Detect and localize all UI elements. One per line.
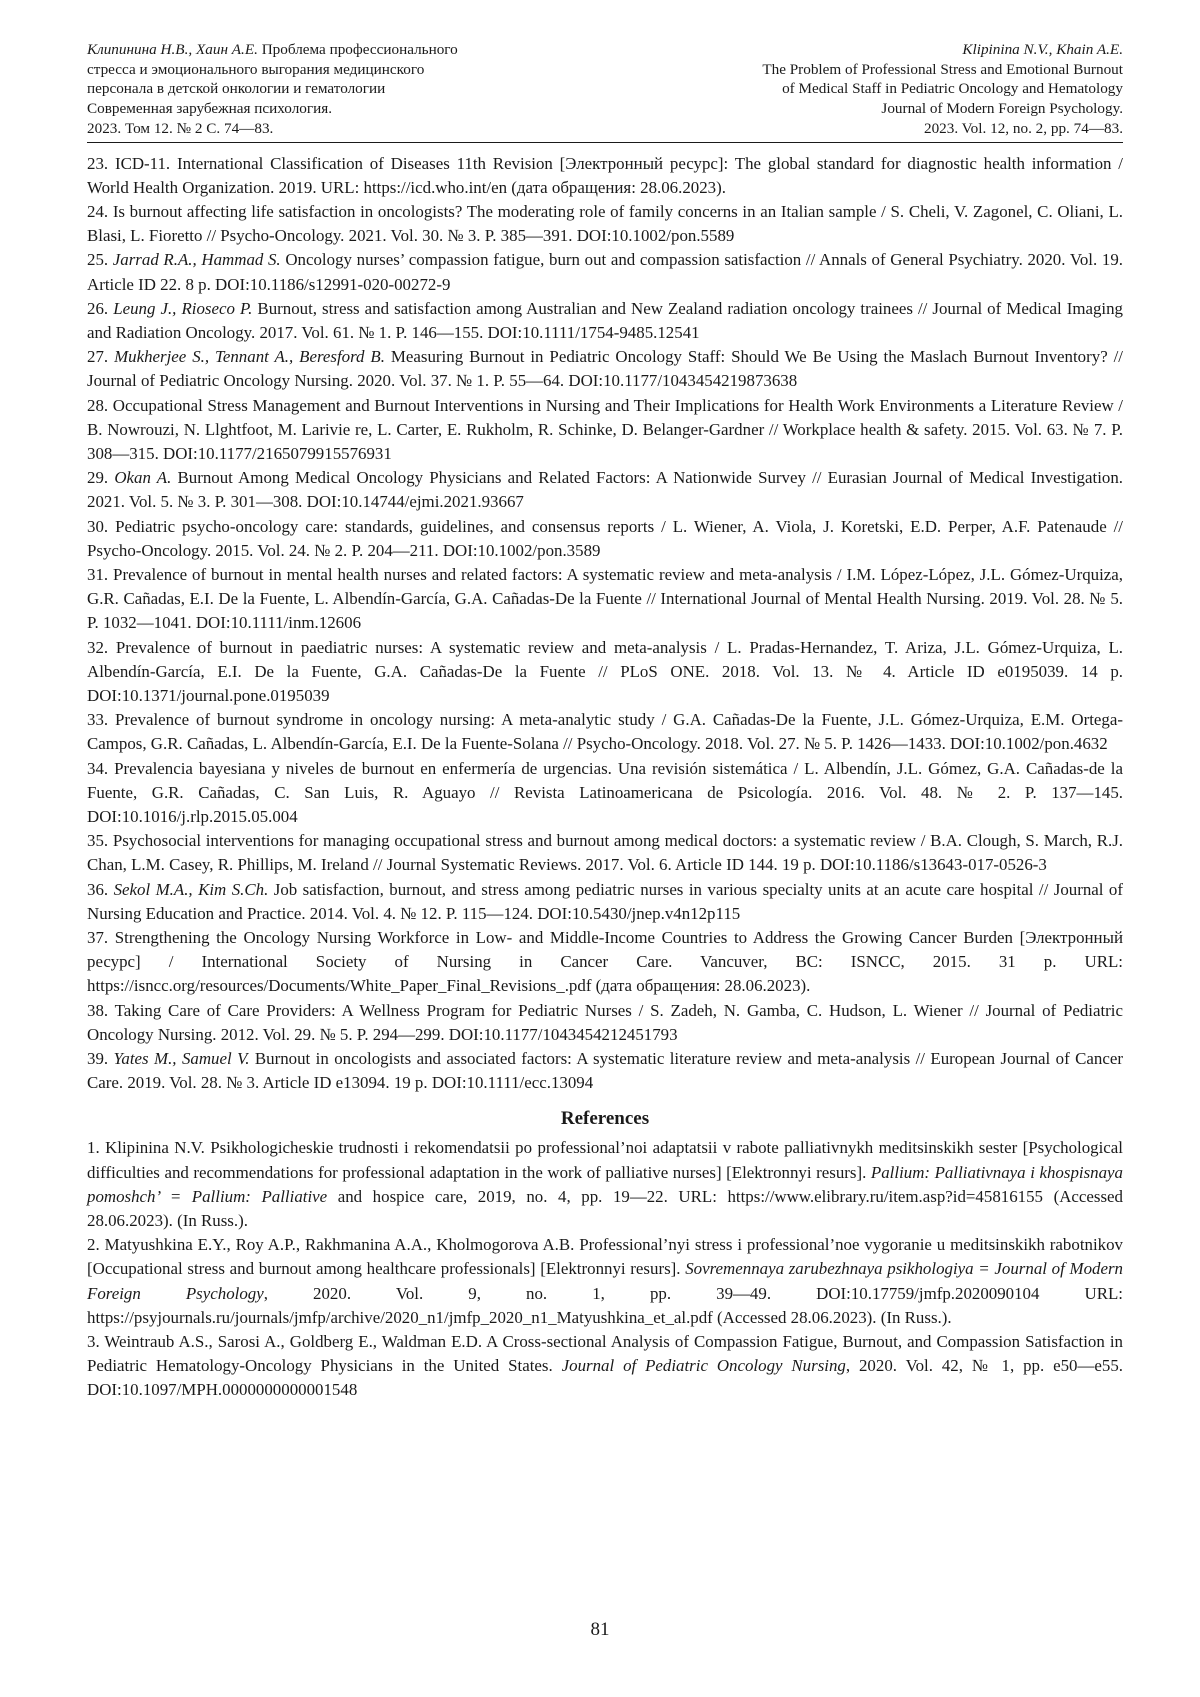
reference-text: Measuring Burnout in Pediatric Oncology Staff: Should We Be Using the Maslach Burnout Inventory? // Journal of Pediatric Oncology Nursing. 2020. Vol. 37. № 1. P. 55—64. DOI:10.1177/1043454219873638 [87, 347, 1123, 391]
reference-text: , 2020. Vol. 9, no. 1, pp. 39—49. DOI:10.17759/jmfp.2020090104 URL: https://psyjournals.ru/journals/jmfp/archive/2020_n1/jmfp_2020_n1_Matyushkina_et_al.pdf (Accessed 28.06.2023). (In Russ.). [87, 1283, 1123, 1327]
reference-number: 31. [87, 564, 109, 584]
reference-text: Prevalence of burnout in mental health nurses and related factors: A systematic review and meta-analysis / I.M. López-López, J.L. Gómez-Urquiza, G.R. Cañadas, E.I. De la Fuente, L. Albendín-García, G.A. Cañadas-De la Fuente // International Journal of Mental Health Nursing. 2019. Vol. 28. № 5. P. 1032—1041. DOI:10.1111/inm.12606 [87, 564, 1123, 633]
header-authors-ru: Клипинина Н.В., Хаин А.Е. [87, 41, 258, 58]
reference-text: Job satisfaction, burnout, and stress among pediatric nurses in various specialty units at an acute care hospital // Journal of Nursing Education and Practice. 2014. Vol. 4. № 12. P. 115—124. DOI:10.5430/jnep.v4n12p115 [87, 879, 1123, 923]
reference-number: 27. [87, 347, 109, 367]
reference-authors: Yates M., Samuel V. [113, 1049, 250, 1069]
reference-number: 37. [87, 928, 109, 948]
reference-text: Klipinina N.V. Psikhologicheskie trudnosti i rekomendatsii po professional’noi adaptatsii v rabote palliativnykh meditsinskikh sester [Psychological difficulties and recommendations for professional adaptation in the work of palliative nurses] [Elektronnyi resurs]. [87, 1138, 1123, 1182]
reference-item [87, 1047, 1123, 1095]
header-issue-ru: 2023. Том 12. № 2 С. 74—83. [87, 119, 274, 137]
reference-number: 35. [87, 831, 109, 851]
reference-number: 26. [87, 298, 109, 318]
header-issue-en: 2023. Vol. 12, no. 2, pp. 74—83. [923, 119, 1123, 137]
reference-item [87, 515, 1123, 563]
reference-item [87, 394, 1123, 467]
running-header [87, 40, 1123, 143]
reference-number: 30. [87, 516, 109, 536]
reference-text: Taking Care of Care Providers: A Wellness Program for Pediatric Nurses / S. Zadeh, N. Gamba, C. Hudson, L. Wiener // Journal of Pediatric Oncology Nursing. 2012. Vol. 29. № 5. P. 294—299. DOI:10.1177/1043454212451793 [87, 1000, 1123, 1044]
reference-authors: Leung J., Rioseco P. [113, 298, 253, 318]
reference-item [87, 926, 1123, 999]
reference-list [87, 152, 1123, 1403]
reference-item [87, 345, 1123, 393]
reference-journal: Sovremennaya zarubezhnaya psikhologiya = Journal of Modern Foreign Psychology [87, 1259, 1123, 1303]
reference-item [87, 636, 1123, 709]
reference-number: 3. [87, 1332, 100, 1352]
reference-number: 39. [87, 1049, 109, 1069]
reference-item [87, 466, 1123, 514]
header-right-english [762, 40, 1123, 139]
reference-text: Burnout in oncologists and associated factors: A systematic literature review and meta-analysis // European Journal of Cancer Care. 2019. Vol. 28. № 3. Article ID e13094. 19 p. DOI:10.1111/ecc.13094 [87, 1049, 1123, 1093]
reference-number: 23. [87, 153, 109, 173]
reference-text: Prevalencia bayesiana y niveles de burnout en enfermería de urgencias. Una revisión sistemática / L. Albendín, J.L. Gómez, G.A. Cañadas-de la Fuente, G.R. Cañadas, C. San Luis, R. Aguayo // Revista Latinoamericana de Psicología. 2016. Vol. 48. № 2. P. 137—145. DOI:10.1016/j.rlp.2015.05.004 [87, 758, 1123, 826]
header-journal-ru: Современная зарубежная психология. [87, 100, 333, 118]
reference-authors: Okan A. [114, 468, 172, 488]
references-heading: References [560, 1108, 650, 1130]
reference-item-en [87, 1233, 1123, 1330]
reference-item [87, 757, 1123, 830]
reference-number: 33. [87, 710, 109, 730]
reference-list-ru [87, 152, 1123, 1096]
reference-authors: Sekol M.A., Kim S.Ch. [113, 879, 269, 899]
reference-text: Matyushkina E.Y., Roy A.P., Rakhmanina A.A., Kholmogorova A.B. Professional’nyi stress i professional’noe vygoranie u meditsinskikh rabotnikov [Occupational stress and burnout among healthcare professionals] [Elektronnyi resurs]. [87, 1235, 1123, 1279]
header-title-ru-1: Проблема профессионального [261, 41, 458, 58]
reference-journal: Pallium: Palliativnaya i khospisnaya pomoshch’ = Pallium: Palliative [87, 1162, 1123, 1206]
reference-text: Occupational Stress Management and Burnout Interventions in Nursing and Their Implications for Health Work Environments a Literature Review / B. Nowrouzi, N. Llghtfoot, M. Larivie re, L. Carter, E. Rukholm, R. Schinke, D. Belanger-Gardner // Workplace health & safety. 2015. Vol. 63. № 7. P. 308—315. DOI:10.1177/2165079915576931 [87, 395, 1123, 463]
header-authors-en: Klipinina N.V., Khain A.E. [962, 41, 1123, 58]
header-left-russian [87, 40, 458, 139]
header-title-ru-3: персонала в детской онкологии и гематологии [87, 80, 386, 98]
article-page [87, 40, 1123, 1403]
reference-list-en [87, 1136, 1123, 1402]
reference-number: 1. [87, 1138, 100, 1158]
header-journal-en: Journal of Modern Foreign Psychology. [881, 100, 1123, 118]
reference-authors: Jarrad R.A., Hammad S. [112, 250, 281, 270]
reference-number: 29. [87, 468, 109, 488]
reference-number: 28. [87, 395, 109, 415]
reference-text: Is burnout affecting life satisfaction in oncologists? The moderating role of family concerns in an Italian sample / S. Cheli, V. Zagonel, C. Oliani, L. Blasi, L. Fioretto // Psycho-Oncology. 2021. Vol. 30. № 3. P. 385—391. DOI:10.1002/pon.5589 [87, 201, 1123, 246]
reference-item [87, 829, 1123, 877]
reference-text: ICD-11. International Classification of Diseases 11th Revision [Электронный ресурс]: The global standard for diagnostic health information / World Health Organization. 2019. URL: https://icd.who.int/en (дата обращения: 28.06.2023). [87, 153, 1123, 197]
reference-item [87, 878, 1123, 926]
reference-item-en [87, 1330, 1123, 1403]
reference-item [87, 200, 1123, 248]
reference-number: 38. [87, 1000, 109, 1020]
reference-item [87, 248, 1123, 296]
reference-journal: Journal of Pediatric Oncology Nursing [561, 1356, 846, 1376]
reference-text: and hospice care, 2019, no. 4, pp. 19—22. URL: https://www.elibrary.ru/item.asp?id=45816155 (Accessed 28.06.2023). (In Russ.). [87, 1186, 1123, 1231]
reference-item [87, 999, 1123, 1047]
reference-item [87, 563, 1123, 636]
reference-text: Prevalence of burnout in paediatric nurses: A systematic review and meta-analysis / L. Pradas-Hernandez, T. Ariza, J.L. Gómez-Urquiza, L. Albendín-García, E.I. De la Fuente, G.A. Cañadas-De la Fuente // PLoS ONE. 2018. Vol. 13. № 4. Article ID e0195039. 14 p. DOI:10.1371/journal.pone.0195039 [87, 637, 1123, 705]
reference-number: 24. [87, 201, 109, 221]
page-number: 81 [590, 1619, 610, 1640]
reference-text: Oncology nurses’ compassion fatigue, burn out and compassion satisfaction // Annals of General Psychiatry. 2020. Vol. 19. Article ID 22. 8 p. DOI:10.1186/s12991-020-00272-9 [87, 250, 1123, 294]
reference-text: Burnout, stress and satisfaction among Australian and New Zealand radiation oncology trainees // Journal of Medical Imaging and Radiation Oncology. 2017. Vol. 61. № 1. P. 146—155. DOI:10.1111/1754-9485.12541 [87, 298, 1123, 342]
reference-text: Weintraub A.S., Sarosi A., Goldberg E., Waldman E.D. A Cross-sectional Analysis of Compassion Fatigue, Burnout, and Compassion Satisfaction in Pediatric Hematology-Oncology Physicians in the United States. [87, 1332, 1123, 1376]
reference-text: Pediatric psycho-oncology care: standards, guidelines, and consensus reports / L. Wiener, A. Viola, J. Koretski, E.D. Perper, A.F. Patenaude // Psycho-Oncology. 2015. Vol. 24. № 2. P. 204—211. DOI:10.1002/pon.3589 [87, 516, 1124, 560]
reference-text: Burnout Among Medical Oncology Physicians and Related Factors: A Nationwide Survey // Eurasian Journal of Medical Investigation. 2021. Vol. 5. № 3. P. 301—308. DOI:10.14744/ejmi.2021.93667 [87, 468, 1124, 512]
header-title-en-2: of Medical Staff in Pediatric Oncology and Hematology [782, 80, 1123, 98]
reference-number: 36. [87, 879, 109, 899]
reference-number: 34. [87, 758, 109, 778]
reference-text: Strengthening the Oncology Nursing Workforce in Low- and Middle-Income Countries to Address the Growing Cancer Burden [Электронный ресурс] / International Society of Nursing in Cancer Care. Vancuver, BC: ISNCC, 2015. 31 p. URL: https://isncc.org/resources/Documents/White_Paper_Final_Revisions_.pdf (дата обращения: 28.06.2023). [87, 928, 1123, 996]
reference-number: 25. [87, 250, 109, 270]
header-title-ru-2: стресса и эмоционального выгорания медицинского [87, 60, 425, 78]
reference-item-en [87, 1136, 1123, 1233]
reference-item [87, 152, 1123, 200]
reference-item [87, 297, 1123, 345]
reference-text: , 2020. Vol. 42, № 1, pp. e50—e55. DOI:10.1097/MPH.0000000000001548 [87, 1356, 1123, 1400]
reference-number: 2. [87, 1235, 100, 1255]
reference-text: Psychosocial interventions for managing occupational stress and burnout among medical doctors: a systematic review / B.A. Clough, S. March, R.J. Chan, L.M. Casey, R. Phillips, M. Ireland // Journal Systematic Reviews. 2017. Vol. 6. Article ID 144. 19 p. DOI:10.1186/s13643-017-0526-3 [87, 831, 1123, 875]
reference-authors: Mukherjee S., Tennant A., Beresford B. [114, 347, 385, 367]
header-title-en-1: The Problem of Professional Stress and Emotional Burnout [762, 60, 1123, 78]
reference-item [87, 708, 1123, 756]
reference-text: Prevalence of burnout syndrome in oncology nursing: A meta-analytic study / G.A. Cañadas-De la Fuente, J.L. Gómez-Urquiza, E.M. Ortega-Campos, G.R. Cañadas, L. Albendín-García, E.I. De la Fuente-Solana // Psycho-Oncology. 2018. Vol. 27. № 5. P. 1426—1433. DOI:10.1002/pon.4632 [87, 710, 1123, 754]
reference-number: 32. [87, 637, 109, 657]
